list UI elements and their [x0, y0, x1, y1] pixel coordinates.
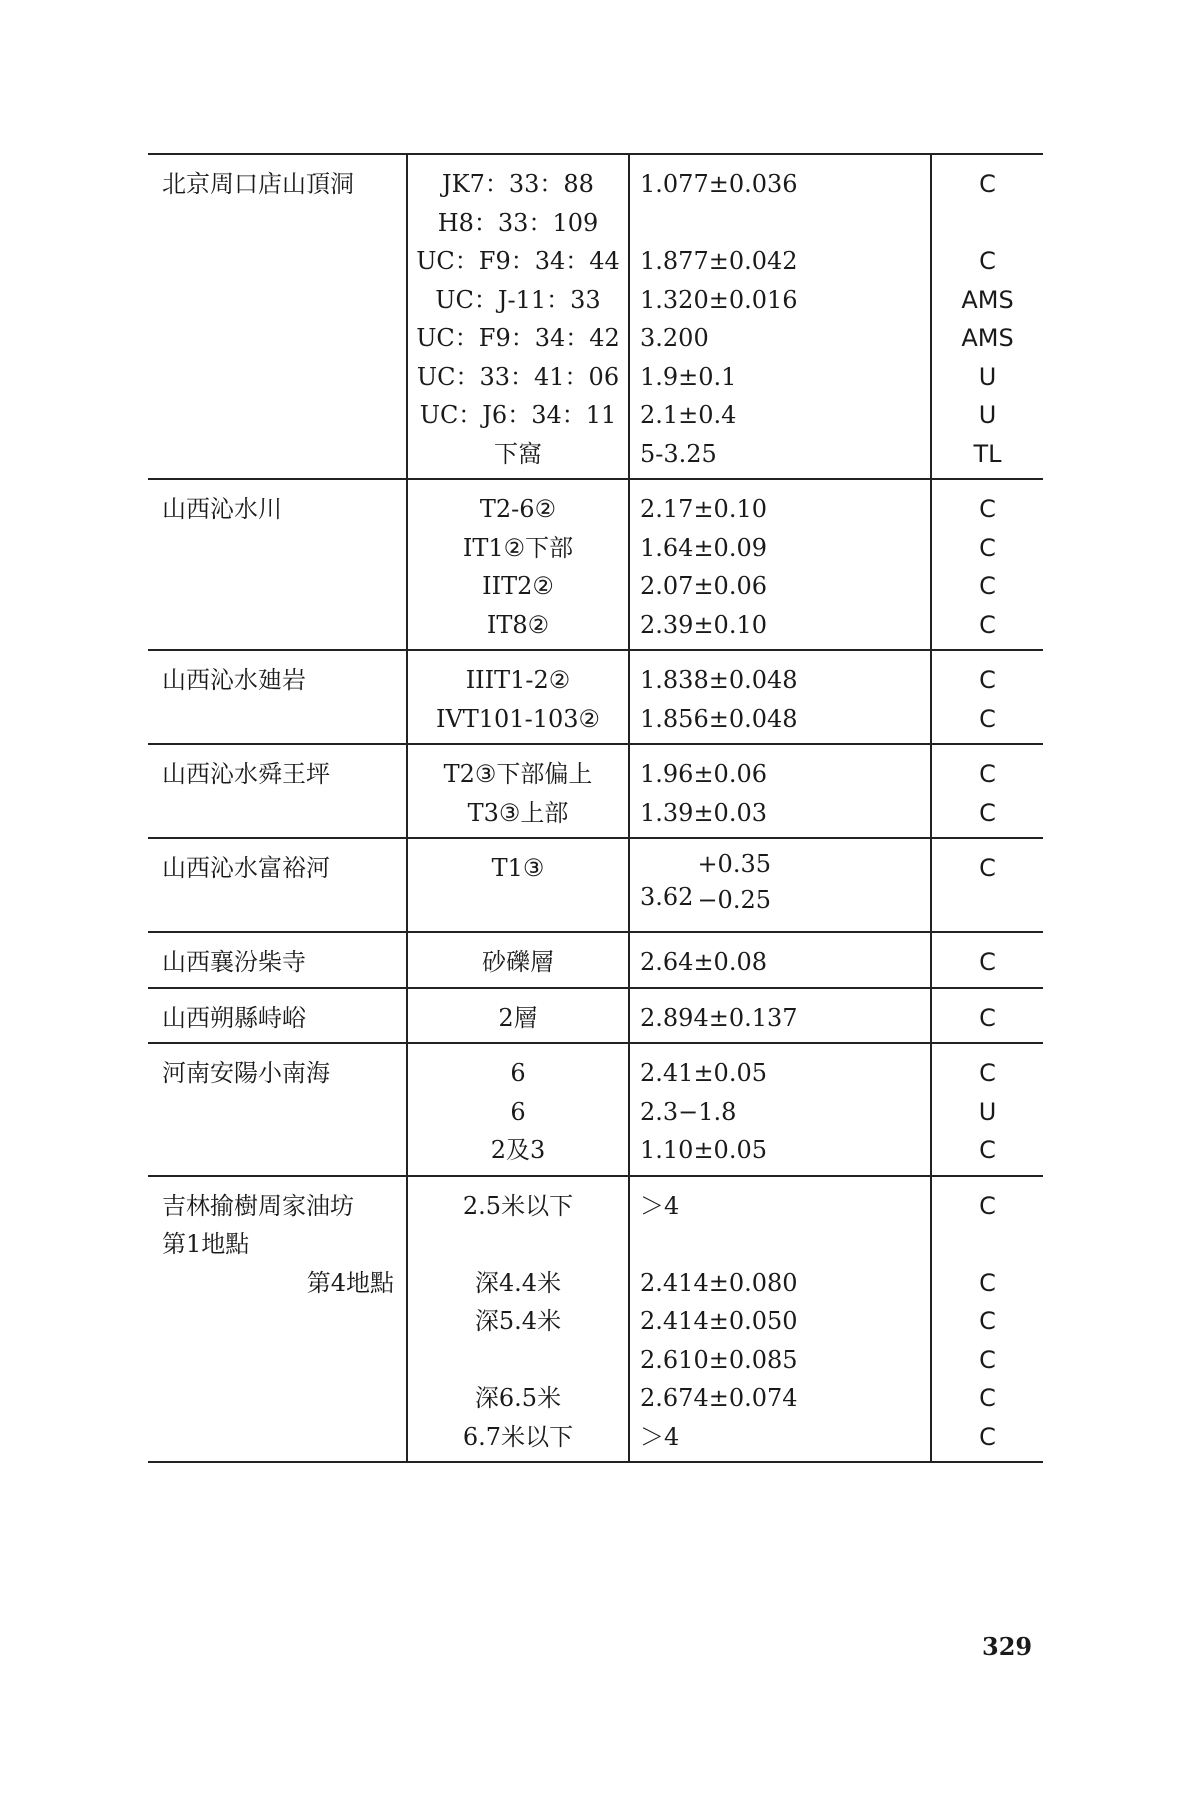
age-line: 2.41±0.05 [640, 1059, 767, 1087]
age-base: 3.62 [640, 883, 694, 912]
method-line: C [979, 170, 996, 198]
age-line: 2.1±0.4 [640, 401, 737, 429]
age-cell [629, 838, 931, 932]
layer-cell [407, 838, 629, 932]
method-line: C [979, 798, 996, 827]
layer-line [408, 1225, 628, 1264]
age-line: ＞4 [640, 1422, 680, 1451]
layer-line: 6.7米以下 [462, 1422, 574, 1451]
site-line: 第1地點 [162, 1230, 250, 1258]
method-line [932, 204, 1043, 243]
age-line: 1.320±0.016 [640, 285, 798, 314]
site-cell [148, 1043, 407, 1176]
site-line: 山西沁水廸岩 [162, 666, 306, 694]
site-line: 第4地點 [306, 1268, 394, 1297]
method-line: C [979, 760, 996, 788]
table-row [148, 650, 1043, 744]
age-line: ＞4 [640, 1191, 680, 1220]
age-line: 1.856±0.048 [640, 704, 798, 733]
layer-cell [407, 479, 629, 650]
age-line: 5-3.25 [640, 439, 717, 468]
age-line: 1.64±0.09 [640, 533, 767, 562]
method-line: C [979, 1345, 996, 1374]
age-cell [629, 650, 931, 744]
method-line: C [979, 1384, 996, 1412]
method-line: AMS [961, 324, 1014, 352]
age-line: 2.414±0.080 [640, 1268, 798, 1297]
table-row [148, 1043, 1043, 1176]
age-line: 2.414±0.050 [640, 1307, 798, 1335]
age-line: 2.674±0.074 [640, 1384, 798, 1412]
method-line: C [979, 1422, 996, 1451]
method-line: U [978, 362, 997, 391]
layer-cell [407, 988, 629, 1044]
site-cell [148, 1176, 407, 1463]
method-cell [931, 988, 1043, 1044]
layer-cell [407, 744, 629, 838]
table-body [148, 154, 1043, 1462]
site-cell [148, 838, 407, 932]
site-line: 山西襄汾柴寺 [162, 948, 306, 976]
method-line: C [979, 1191, 996, 1220]
age-cell [629, 932, 931, 988]
method-cell [931, 1043, 1043, 1176]
layer-line: IIT2② [482, 572, 554, 600]
age-cell [629, 1176, 931, 1463]
age-line: 2.07±0.06 [640, 572, 767, 600]
age-cell [629, 154, 931, 479]
method-cell [931, 932, 1043, 988]
site-line: 山西沁水川 [162, 495, 282, 523]
layer-line: T2-6② [479, 495, 557, 523]
layer-line: IVT101-103② [435, 704, 601, 733]
layer-cell [407, 154, 629, 479]
table-row [148, 1176, 1043, 1463]
layer-line: IT8② [486, 610, 550, 639]
age-cell [629, 1043, 931, 1176]
layer-line: T1③ [491, 854, 545, 882]
method-line: C [979, 533, 996, 562]
site-line: 河南安陽小南海 [162, 1059, 330, 1087]
layer-line: 6 [510, 1097, 526, 1126]
age-line: 1.10±0.05 [640, 1136, 767, 1164]
method-line: C [979, 1059, 996, 1087]
method-line: C [979, 666, 996, 694]
age-value-plusminus [640, 849, 771, 926]
method-line: U [978, 1097, 997, 1126]
method-cell [931, 744, 1043, 838]
layer-cell [407, 932, 629, 988]
age-line [640, 1225, 930, 1264]
age-line: 1.877±0.042 [640, 247, 798, 275]
table-row [148, 479, 1043, 650]
age-line: 2.3−1.8 [640, 1097, 737, 1126]
age-cell [629, 988, 931, 1044]
age-line: 1.077±0.036 [640, 170, 798, 198]
table-row [148, 988, 1043, 1044]
age-line: 2.610±0.085 [640, 1345, 798, 1374]
age-line: 2.894±0.137 [640, 1003, 798, 1032]
layer-line: UC：F9：34：42 [416, 324, 620, 352]
layer-line: 深6.5米 [474, 1384, 562, 1412]
age-line: 2.64±0.08 [640, 948, 767, 976]
site-cell [148, 154, 407, 479]
method-line: C [979, 495, 996, 523]
method-line: AMS [961, 285, 1014, 314]
age-cell [629, 479, 931, 650]
age-line [640, 204, 930, 243]
site-line: 山西沁水富裕河 [162, 854, 330, 882]
method-line: C [979, 1307, 996, 1335]
table-row [148, 838, 1043, 932]
layer-line: 2及3 [490, 1136, 546, 1164]
age-line: 1.838±0.048 [640, 666, 798, 694]
layer-line: 下窩 [494, 439, 542, 468]
layer-line: T3③上部 [467, 798, 569, 827]
method-cell [931, 479, 1043, 650]
method-line: C [979, 610, 996, 639]
layer-line: 2層 [498, 1003, 538, 1032]
method-line: C [979, 1268, 996, 1297]
layer-line: 2.5米以下 [462, 1191, 574, 1220]
site-cell [148, 932, 407, 988]
method-line: TL [973, 439, 1002, 468]
dating-table [148, 153, 1043, 1463]
layer-line [408, 1341, 628, 1380]
method-line: U [978, 401, 997, 429]
layer-cell [407, 1176, 629, 1463]
layer-line: JK7：33：88 [442, 170, 594, 198]
method-cell [931, 1176, 1043, 1463]
method-line: C [979, 572, 996, 600]
site-cell [148, 650, 407, 744]
layer-line: H8：33：109 [437, 208, 599, 237]
site-cell [148, 744, 407, 838]
layer-line: IIIT1-2② [465, 666, 571, 694]
method-line: C [979, 247, 996, 275]
layer-cell [407, 650, 629, 744]
layer-line: 深5.4米 [474, 1307, 562, 1335]
method-line: C [979, 1003, 996, 1032]
layer-line: UC：J6：34：11 [419, 401, 617, 429]
age-line: 2.39±0.10 [640, 610, 767, 639]
age-line: 1.39±0.03 [640, 798, 767, 827]
method-line: C [979, 704, 996, 733]
age-plus: +0.35 [697, 849, 771, 878]
layer-line: 深4.4米 [474, 1268, 562, 1297]
site-line: 吉林揄樹周家油坊 [162, 1191, 354, 1220]
method-line: C [979, 948, 996, 976]
site-line: 山西朔縣峙峪 [162, 1003, 306, 1032]
method-cell [931, 650, 1043, 744]
method-line: C [979, 1136, 996, 1164]
layer-line: T2③下部偏上 [443, 760, 593, 788]
table-row [148, 932, 1043, 988]
method-cell [931, 838, 1043, 932]
method-line [932, 1225, 1043, 1264]
age-cell [629, 744, 931, 838]
method-line: C [979, 854, 996, 882]
site-line: 山西沁水舜王坪 [162, 760, 330, 788]
site-cell [148, 988, 407, 1044]
page-number: 329 [982, 1632, 1033, 1661]
layer-line: UC：F9：34：44 [416, 247, 620, 275]
layer-line: UC：J-11：33 [435, 285, 601, 314]
site-cell [148, 479, 407, 650]
age-line: 1.96±0.06 [640, 760, 767, 788]
age-line: 1.9±0.1 [640, 362, 737, 391]
layer-cell [407, 1043, 629, 1176]
age-minus: −0.25 [697, 885, 771, 914]
table-row [148, 154, 1043, 479]
layer-line: 砂礫層 [482, 948, 554, 976]
layer-line: IT1②下部 [462, 533, 574, 562]
site-line: 北京周口店山頂洞 [162, 170, 354, 198]
method-cell [931, 154, 1043, 479]
layer-line: 6 [510, 1059, 526, 1087]
layer-line: UC：33：41：06 [416, 362, 620, 391]
age-line: 3.200 [640, 324, 709, 352]
age-line: 2.17±0.10 [640, 495, 767, 523]
table-row [148, 744, 1043, 838]
